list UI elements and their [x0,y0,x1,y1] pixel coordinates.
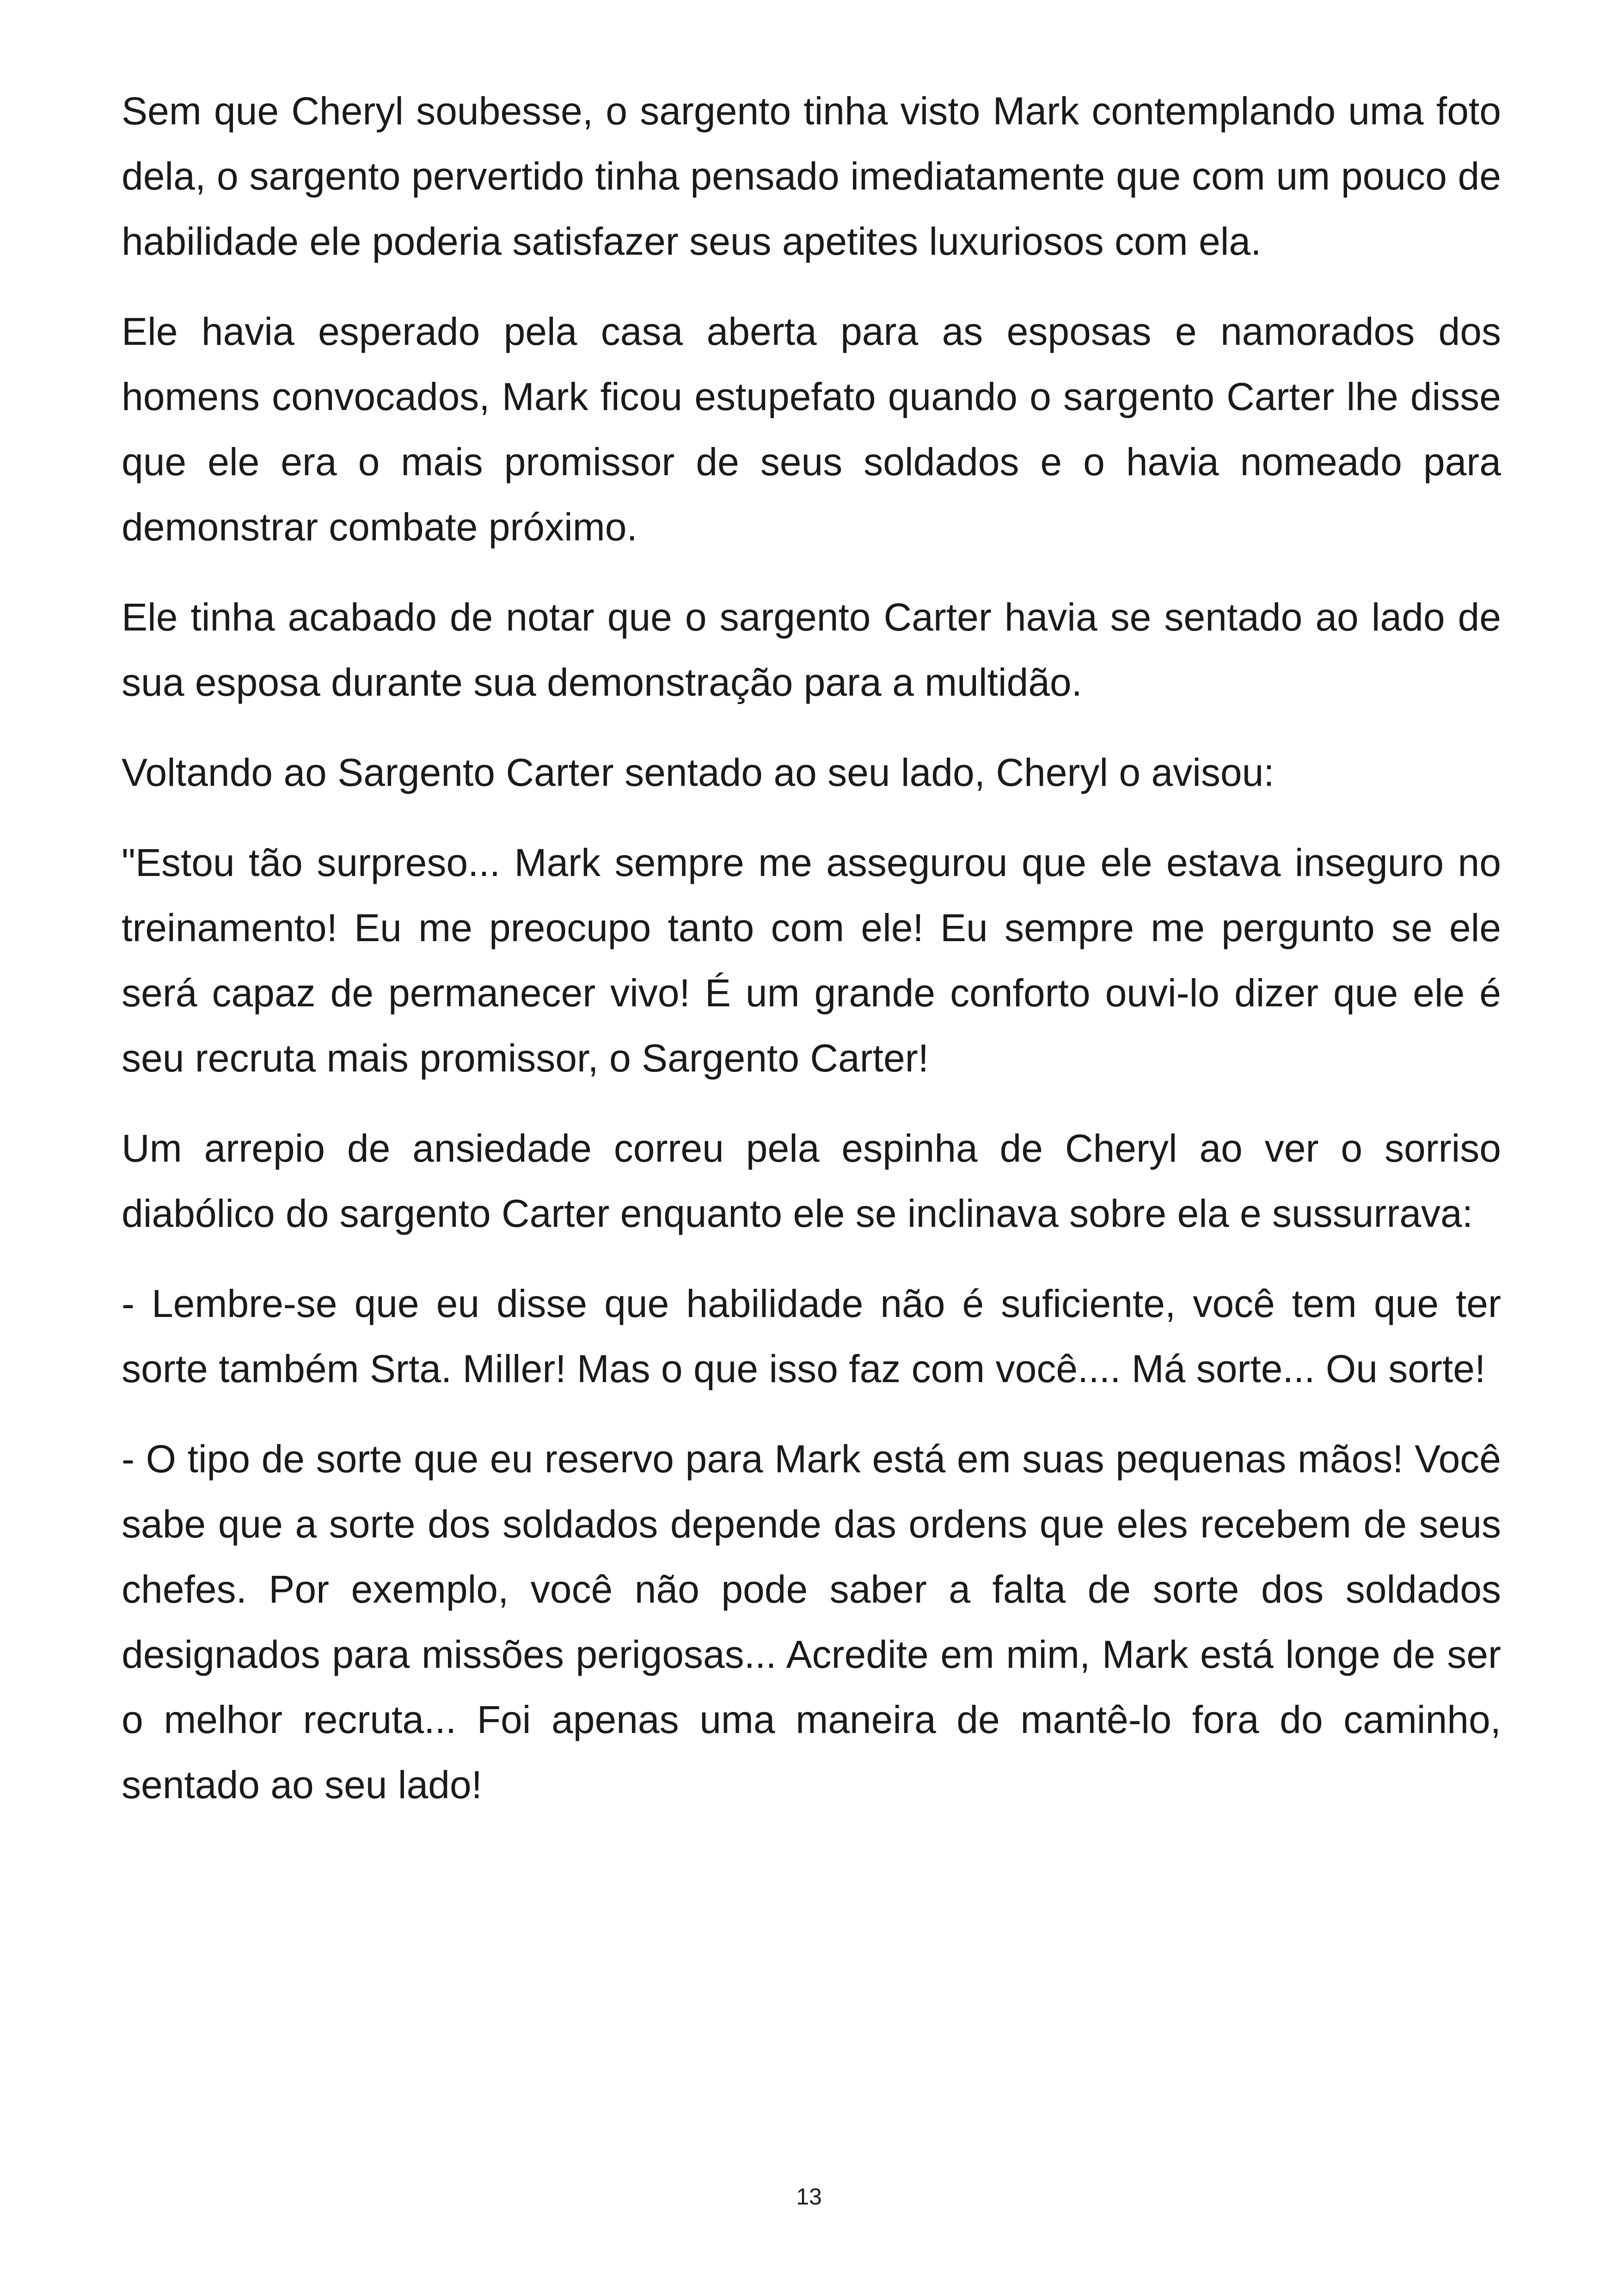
paragraph-7: - Lembre-se que eu disse que habilidade não é suficiente, você tem que ter sorte também Srta. Miller! Mas o que isso faz com você.... Má sorte... Ou sorte! [122,1282,1501,1390]
paragraph-3: Ele tinha acabado de notar que o sargento Carter havia se sentado ao lado de sua esposa durante sua demonstração para a multidão. [122,595,1501,704]
paragraph-4: Voltando ao Sargento Carter sentado ao seu lado, Cheryl o avisou: [122,751,1275,794]
paragraph-2: Ele havia esperado pela casa aberta para as esposas e namorados dos homens convocados, Mark ficou estupefato quando o sargento Carter lhe disse que ele era o mais promissor de seus soldados e o havia nomeado para demonstrar combate próximo. [122,310,1501,549]
paragraph-8: - O tipo de sorte que eu reservo para Mark está em suas pequenas mãos! Você sabe que a sorte dos soldados depende das ordens que eles recebem de seus chefes. Por exemplo, você não pode saber a falta de sorte dos soldados designados para missões perigosas... Acredite em mim, Mark está longe de ser o melhor recruta... Foi apenas uma maneira de mantê-lo fora do caminho, sentado ao seu lado! [122,1437,1501,1806]
paragraph-5: "Estou tão surpreso... Mark sempre me assegurou que ele estava inseguro no treinamento! Eu me preocupo tanto com ele! Eu sempre me pergunto se ele será capaz de permanecer vivo! É um grande conforto ouvi-lo dizer que ele é seu recruta mais promissor, o Sargento Carter! [122,841,1501,1080]
body-text [122,79,1501,1843]
paragraph-6: Um arrepio de ansiedade correu pela espinha de Cheryl ao ver o sorriso diabólico do sargento Carter enquanto ele se inclinava sobre ela e sussurrava: [122,1127,1501,1235]
page-number: 13 [796,2184,822,2210]
paragraph-1: Sem que Cheryl soubesse, o sargento tinha visto Mark contemplando uma foto dela, o sargento pervertido tinha pensado imediatamente que com um pouco de habilidade ele poderia satisfazer seus apetites luxuriosos com ela. [122,89,1501,263]
